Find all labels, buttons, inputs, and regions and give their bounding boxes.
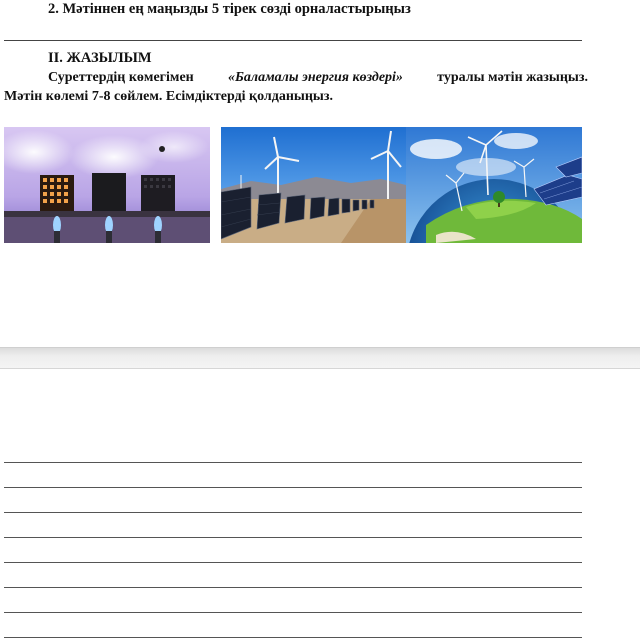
instruction-topic: «Баламалы энергия көздері» xyxy=(227,70,403,85)
writing-line xyxy=(4,537,582,538)
green-globe-image xyxy=(406,127,582,243)
writing-line xyxy=(4,612,582,613)
instruction-prefix: Суреттердің көмегімен xyxy=(48,70,194,85)
page-break xyxy=(0,347,640,369)
writing-line xyxy=(4,587,582,588)
writing-line xyxy=(4,512,582,513)
writing-line xyxy=(4,462,582,463)
writing-line xyxy=(4,487,582,488)
task-title: 2. Мәтіннен ең маңызды 5 тірек сөзді орналастырыңыз xyxy=(48,1,411,17)
writing-line xyxy=(4,562,582,563)
instruction-line2: Мәтін көлемі 7-8 сөйлем. Есімдіктерді қолданыңыз. xyxy=(4,89,333,104)
writing-line xyxy=(4,637,582,638)
instruction-text xyxy=(4,68,588,106)
solar-wind-image xyxy=(221,127,406,243)
instruction-suffix: туралы мәтін жазыңыз. xyxy=(437,70,588,85)
burners-image xyxy=(4,127,210,243)
section-title: ІІ. ЖАЗЫЛЫМ xyxy=(48,50,152,66)
answer-line xyxy=(4,40,582,41)
